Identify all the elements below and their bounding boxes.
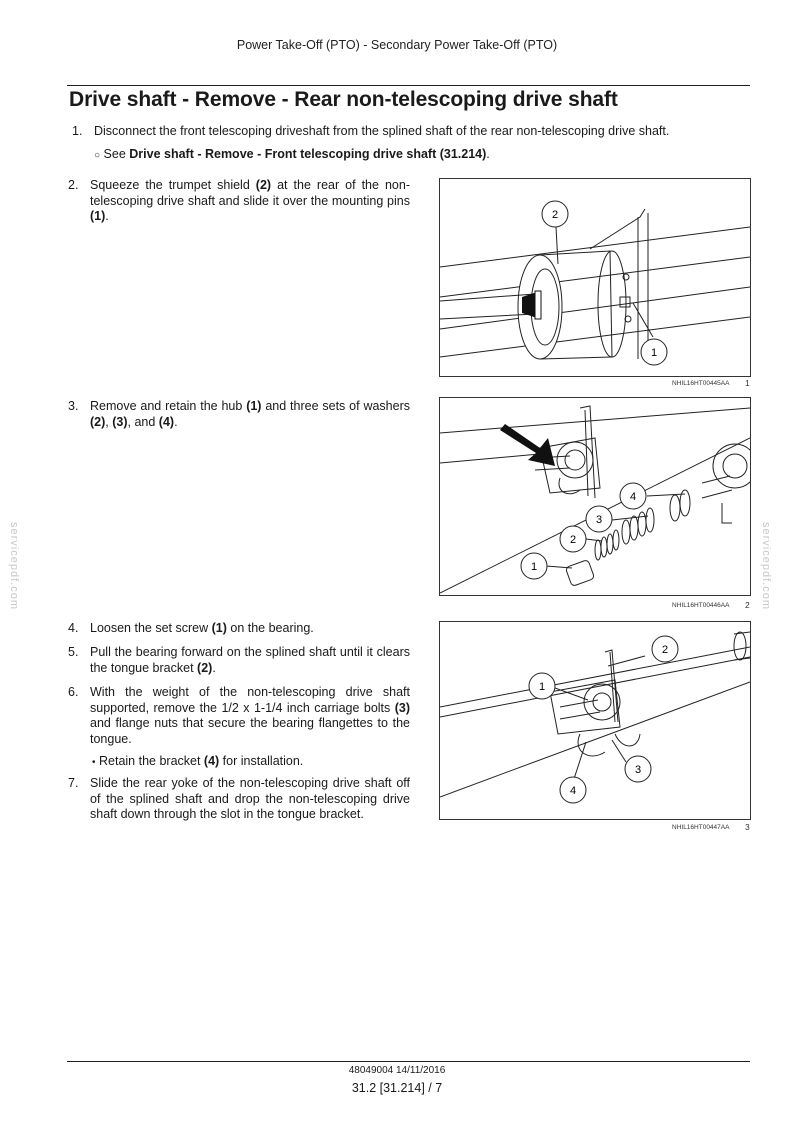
figure-3 xyxy=(439,621,751,820)
step-1-reference: ○ See Drive shaft - Remove - Front telescoping drive shaft (31.214). xyxy=(94,147,490,161)
reference-link[interactable]: Drive shaft - Remove - Front telescoping drive shaft (31.214) xyxy=(129,147,487,161)
trumpet-shield-illustration xyxy=(440,179,750,376)
step-3: 3. Remove and retain the hub (1) and three sets of washers (2), (3), and (4). xyxy=(68,399,410,429)
step-2: 2. Squeeze the trumpet shield (2) at the rear of the non-telescoping drive shaft and slide it over the mounting pins (1). xyxy=(68,178,410,223)
header-rule xyxy=(67,85,750,86)
hub-washers-illustration xyxy=(440,398,750,595)
figure-2-caption: NHIL16HT00446AA xyxy=(672,602,730,609)
step-1: 1. Disconnect the front telescoping driveshaft from the splined shaft of the rear non-telescoping drive shaft. xyxy=(72,124,670,138)
callout-4: 4 xyxy=(569,785,577,797)
page-title: Drive shaft - Remove - Rear non-telescoping drive shaft xyxy=(69,88,618,111)
running-header: Power Take-Off (PTO) - Secondary Power Take-Off (PTO) xyxy=(236,38,558,52)
bearing-bracket-illustration xyxy=(440,622,750,819)
footer-rule xyxy=(67,1061,750,1062)
bullet-icon: • xyxy=(92,757,96,768)
watermark-left: servicepdf.com xyxy=(7,522,20,610)
callout-2: 2 xyxy=(551,209,559,221)
step-4: 4. Loosen the set screw (1) on the bearing. xyxy=(68,621,314,635)
hollow-bullet-icon: ○ xyxy=(94,150,101,161)
figure-1-number: 1 xyxy=(745,378,750,388)
figure-3-caption: NHIL16HT00447AA xyxy=(672,824,730,831)
step-7: 7. Slide the rear yoke of the non-telescoping drive shaft off of the splined shaft and drop the non-telescoping drive shaft down through the slot in the tongue bracket. xyxy=(68,776,410,821)
watermark-right: servicepdf.com xyxy=(759,522,772,610)
callout-3: 3 xyxy=(595,514,603,526)
callout-4: 4 xyxy=(629,491,637,503)
document-code: 48049004 14/11/2016 xyxy=(348,1065,446,1076)
callout-1: 1 xyxy=(538,681,546,693)
figure-3-number: 3 xyxy=(745,822,750,832)
figure-1-caption: NHIL16HT00445AA xyxy=(672,380,730,387)
callout-2: 2 xyxy=(661,644,669,656)
figure-1 xyxy=(439,178,751,377)
figure-2-number: 2 xyxy=(745,600,750,610)
callout-3: 3 xyxy=(634,764,642,776)
step-6-note: • Retain the bracket (4) for installation. xyxy=(92,754,304,768)
step-6: 6. With the weight of the non-telescoping drive shaft supported, remove the 1/2 x 1-1/4 inch carriage bolts (3) and flange nuts that secure the bearing flangettes to the tongue. xyxy=(68,685,410,746)
callout-2: 2 xyxy=(569,534,577,546)
page-number: 31.2 [31.214] / 7 xyxy=(351,1081,443,1095)
callout-1: 1 xyxy=(650,347,658,359)
figure-2 xyxy=(439,397,751,596)
step-5: 5. Pull the bearing forward on the splined shaft until it clears the tongue bracket (2). xyxy=(68,645,410,675)
callout-1: 1 xyxy=(530,561,538,573)
